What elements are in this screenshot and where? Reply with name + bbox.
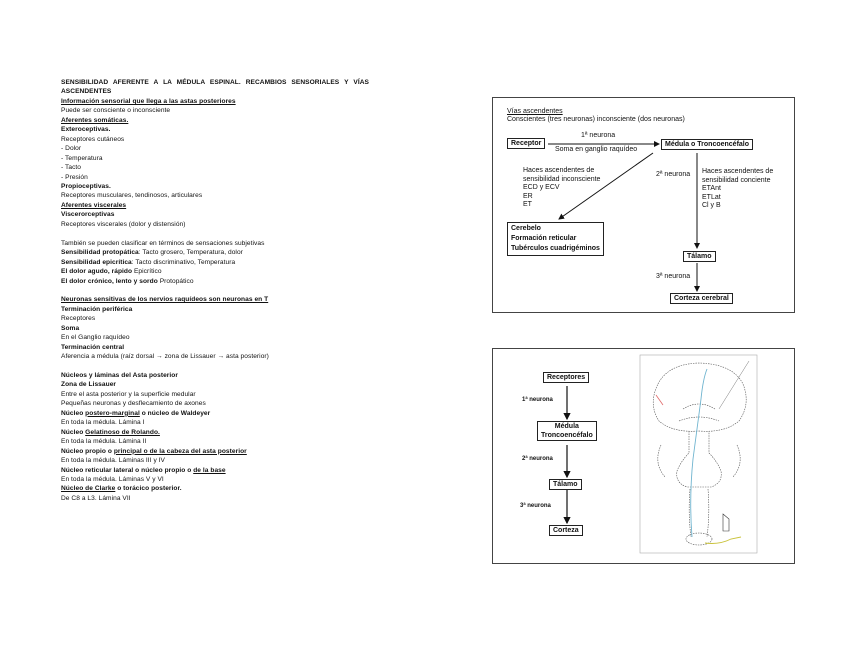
note-line: Receptores viscerales (dolor y distensión) <box>61 220 186 228</box>
brain-spinal-cord-figure <box>640 355 757 553</box>
vias-title: Vías ascendentes <box>507 108 563 115</box>
note-line: Sensibilidad protopática: Tacto grosero, Temperatura, dolor <box>61 249 243 257</box>
receptor-box: Receptor <box>507 138 545 149</box>
note-subheading: Exteroceptivas. <box>61 126 111 134</box>
section-heading-informacion: Información sensorial que llega a las astas posteriores <box>61 97 236 105</box>
marker-red <box>656 395 663 405</box>
note-line: Pequeñas neuronas y desflecamiento de axones <box>61 400 206 408</box>
medula-troncoencefalo-box: Médula Troncoencéfalo <box>537 421 597 441</box>
section-heading-neuronas: Neuronas sensitivas de los nervios raquídeos son neuronas en T <box>61 296 269 304</box>
note-subheading: Núcleo postero-marginal o núcleo de Waldeyer <box>61 409 211 417</box>
note-line: En el Ganglio raquídeo <box>61 334 130 342</box>
note-subheading: Zona de Lissauer <box>61 381 117 389</box>
haces-inconscientes: Haces ascendentes de sensibilidad inconsciente ECD y ECV ER ET <box>523 167 601 209</box>
medula-box: Médula o Troncoencéfalo <box>661 139 753 150</box>
label-3-neurona: 3ª neurona <box>520 503 551 509</box>
note-subheading: Núcleo Gelatinoso de Rolando. <box>61 428 160 436</box>
note-line: De C8 a L3. Lámina VII <box>61 494 131 502</box>
corteza-cerebral-box: Corteza cerebral <box>670 293 733 304</box>
note-line: - Presión <box>61 173 88 181</box>
label-2-neurona: 2ª neurona <box>522 456 553 462</box>
corteza-box: Corteza <box>549 525 583 536</box>
notes-title: SENSIBILIDAD AFERENTE A LA MÉDULA ESPINAL. RECAMBIOS SENSORIALES Y VÍAS <box>61 79 369 86</box>
note-line: Sensibilidad epicrítica: Tacto discriminativo, Temperatura <box>61 258 236 266</box>
note-line: El dolor crónico, lento y sordo Protopático <box>61 277 194 285</box>
peripheral-nerve-line <box>705 537 741 544</box>
note-line: Entre el asta posterior y la superficie medular <box>61 390 196 398</box>
note-subheading: Propioceptivas. <box>61 182 111 190</box>
note-subheading: Soma <box>61 324 80 332</box>
note-line: Receptores cutáneos <box>61 135 125 143</box>
label-segunda-neurona: 2ª neurona <box>656 171 691 178</box>
label-tercera-neurona: 3ª neurona <box>656 273 691 280</box>
note-line: Receptores musculares, tendinosos, articulares <box>61 192 203 200</box>
note-subheading: Viscerorceptivas <box>61 211 115 219</box>
note-line: - Dolor <box>61 145 82 153</box>
ascending-tract-line <box>691 369 707 537</box>
note-line: En toda la médula. Lámina I <box>61 419 145 427</box>
note-line: Puede ser consciente o inconsciente <box>61 107 171 115</box>
note-line: Receptores <box>61 315 96 323</box>
note-line: En toda la médula. Lámina II <box>61 438 147 446</box>
note-line: El dolor agudo, rápido Epicrítico <box>61 268 162 276</box>
notes-column <box>61 78 369 503</box>
note-line: - Temperatura <box>61 154 103 162</box>
note-line: - Tacto <box>61 164 82 172</box>
talamo-box: Tálamo <box>549 479 582 490</box>
note-line: En toda la médula. Láminas V y VI <box>61 475 164 483</box>
section-heading-nucleos: Núcleos y láminas del Asta posterior <box>61 372 178 379</box>
label-primera-neurona: 1ª neurona <box>581 132 616 139</box>
receptores-box: Receptores <box>543 372 589 383</box>
label-soma: Soma en ganglio raquídeo <box>555 146 638 153</box>
cerebelo-box: Cerebelo Formación reticular Tubérculos cuadrigéminos <box>507 222 604 256</box>
note-subheading: Aferentes viscerales <box>61 201 127 209</box>
descending-tract-line <box>719 361 749 409</box>
neuron-pathway-panel <box>492 348 795 564</box>
notes-title-cont: ASCENDENTES <box>61 88 112 96</box>
note-subheading: Terminación periférica <box>61 305 133 313</box>
note-subheading: Núcleo propio o principal o de la cabeza del asta posterior <box>61 447 247 455</box>
note-subheading: Terminación central <box>61 343 125 351</box>
note-subheading: Núcleo reticular lateral o núcleo propio o de la base <box>61 466 226 474</box>
haces-conscientes: Haces ascendentes de sensibilidad conciente ETAnt ETLat Cl y B <box>702 168 774 210</box>
talamo-box: Tálamo <box>683 251 716 262</box>
note-line: Aferencia a médula (raíz dorsal → zona de Lissauer → asta posterior) <box>61 353 269 361</box>
label-1-neurona: 1ª neurona <box>522 397 553 403</box>
note-line: También se pueden clasificar en términos de sensaciones subjetivas <box>61 239 265 247</box>
note-subheading: Aferentes somáticas. <box>61 116 129 124</box>
note-line: En toda la médula. Láminas III y IV <box>61 457 166 465</box>
vias-ascendentes-panel <box>492 97 795 313</box>
vias-subtitle: Conscientes (tres neuronas) inconsciente (dos neuronas) <box>507 116 685 123</box>
note-subheading: Núcleo de Clarke o torácico posterior. <box>61 485 182 493</box>
